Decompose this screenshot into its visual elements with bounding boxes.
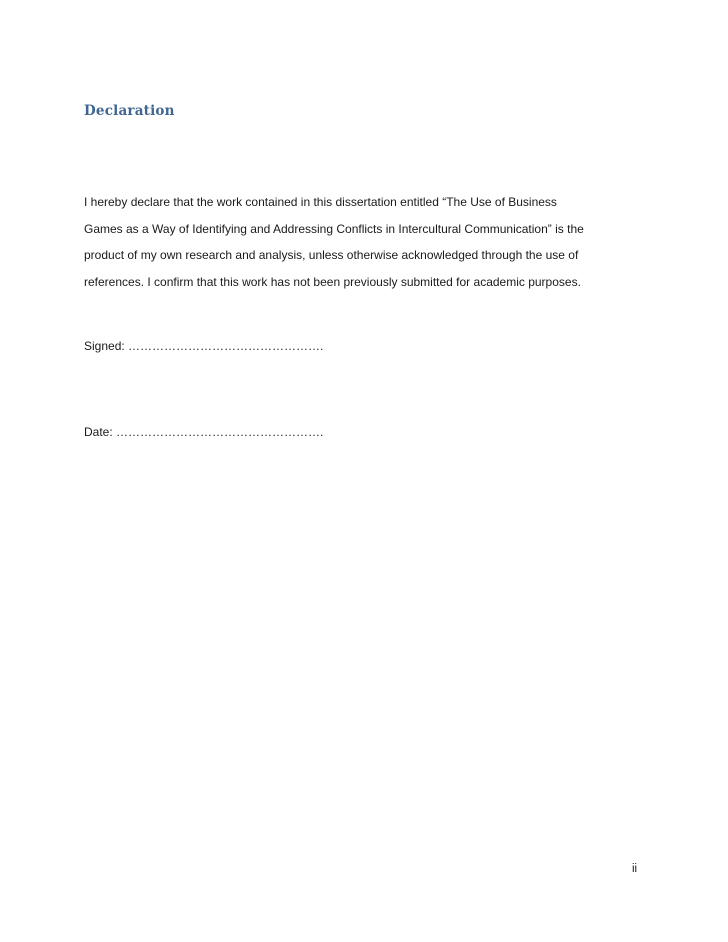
paragraph-line: Games as a Way of Identifying and Addressing Conflicts in Intercultural Communication” is the	[84, 221, 584, 236]
date-line: Date: …………………………………………….	[84, 425, 324, 439]
signature-line: Signed: ………………………………………….	[84, 339, 324, 353]
paragraph-line: product of my own research and analysis, unless otherwise acknowledged through the use of	[84, 248, 579, 263]
declaration-paragraph	[84, 189, 644, 296]
paragraph-line: references. I confirm that this work has not been previously submitted for academic purposes.	[84, 275, 581, 290]
page-title: Declaration	[84, 103, 175, 119]
page-number: ii	[632, 863, 638, 875]
paragraph-line: I hereby declare that the work contained in this dissertation entitled “The Use of Business	[84, 195, 557, 209]
